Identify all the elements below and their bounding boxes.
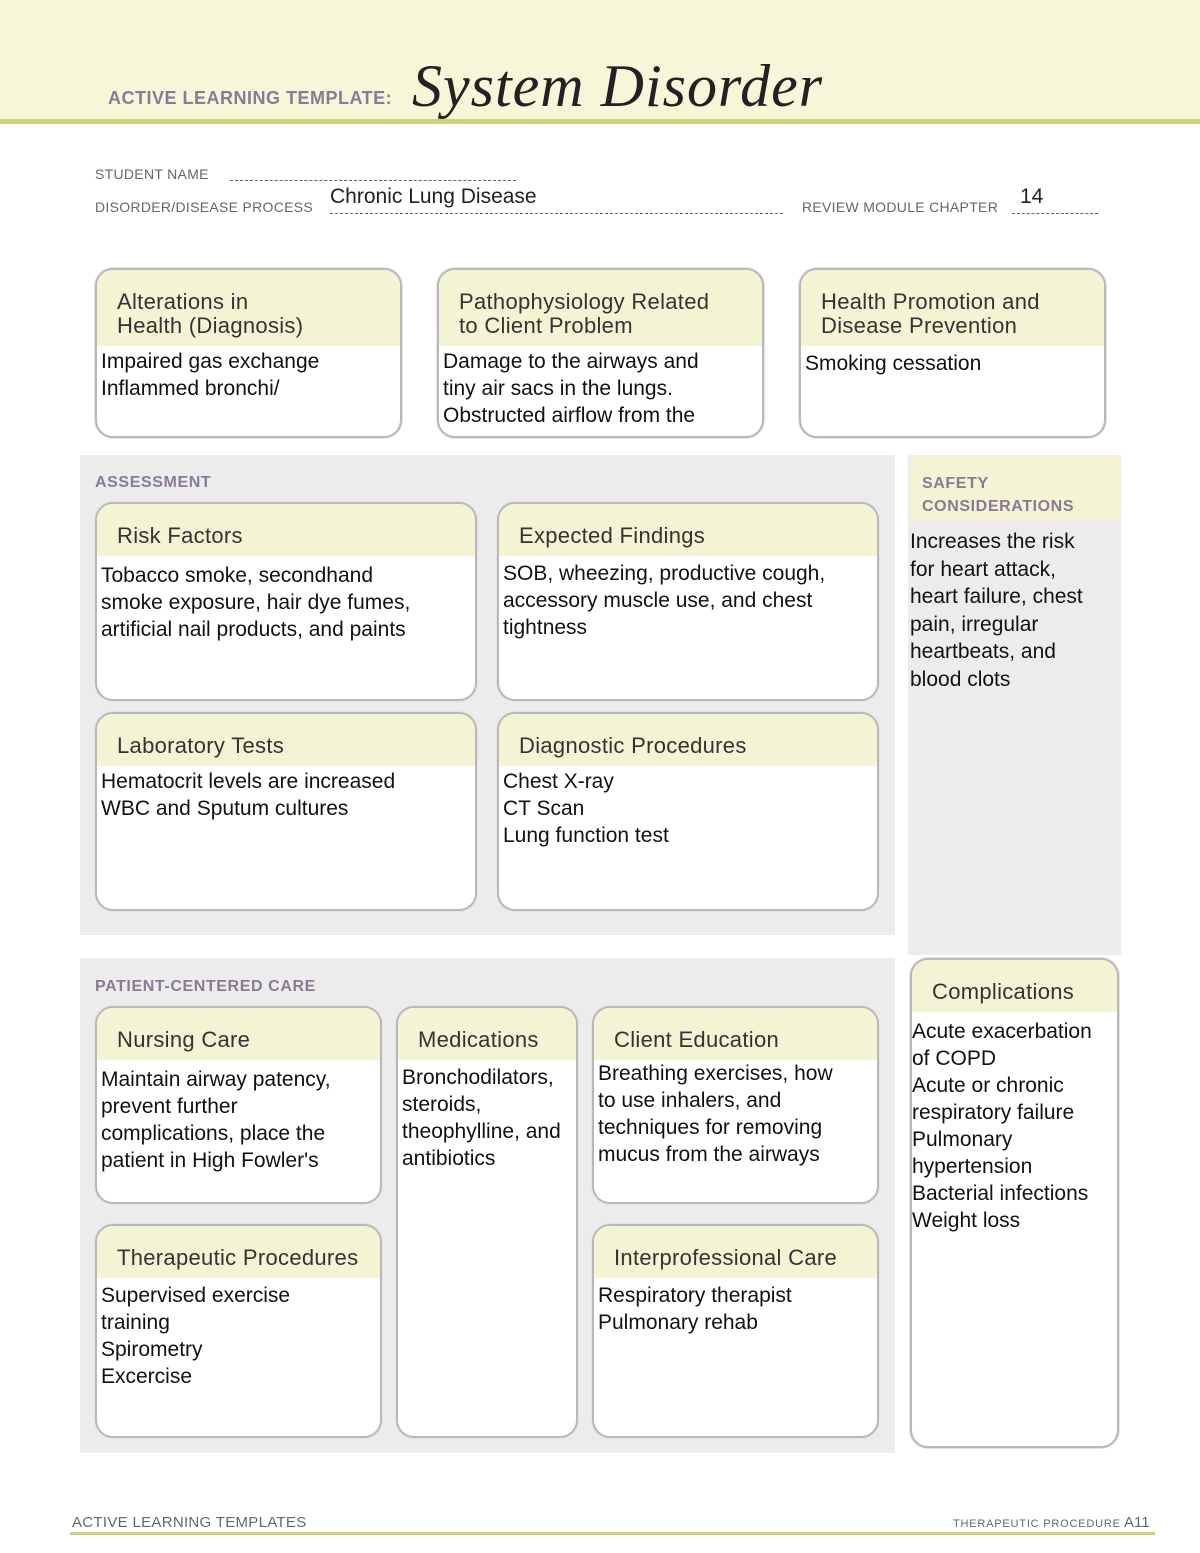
diagnostic-procedures-box [497, 712, 879, 911]
client-education-body[interactable]: Breathing exercises, how to use inhalers, and techniques for removing mucus from the airways [598, 1062, 833, 1166]
complications-body[interactable]: Acute exacerbation of COPD Acute or chronic respiratory failure Pulmonary hypertension Bacterial infections Weight loss [912, 1020, 1092, 1232]
nursing-care-title: Nursing Care [97, 1008, 380, 1060]
therapeutic-procedures-body[interactable]: Supervised exercise training Spirometry Excercise [101, 1284, 291, 1388]
disorder-label: DISORDER/DISEASE PROCESS [95, 199, 314, 215]
therapeutic-procedures-box [95, 1224, 382, 1438]
pathophysiology-title: Pathophysiology Related to Client Problem [439, 270, 762, 346]
diagnostic-procedures-body[interactable]: Chest X-ray CT Scan Lung function test [503, 770, 669, 847]
interprofessional-care-box [592, 1224, 879, 1438]
expected-findings-body[interactable]: SOB, wheezing, productive cough, accessory muscle use, and chest tightness [503, 562, 826, 639]
alterations-title: Alterations in Health (Diagnosis) [97, 270, 400, 346]
disorder-field[interactable]: Chronic Lung Disease [330, 185, 537, 208]
complications-box [910, 958, 1119, 1448]
medications-box [396, 1006, 578, 1438]
alterations-body[interactable]: Impaired gas exchange Inflammed bronchi/ [101, 350, 320, 400]
footer-left-label: ACTIVE LEARNING TEMPLATES [72, 1514, 307, 1531]
page-number: A11 [1124, 1514, 1150, 1531]
nursing-care-body[interactable]: Maintain airway patency, prevent further complications, place the patient in High Fowler's [101, 1068, 331, 1172]
student-name-label: STUDENT NAME [95, 166, 209, 182]
student-name-line [230, 180, 516, 181]
therapeutic-procedures-title: Therapeutic Procedures [97, 1226, 380, 1278]
expected-findings-box [497, 502, 879, 701]
health-promotion-title: Health Promotion and Disease Prevention [801, 270, 1104, 346]
complications-title: Complications [912, 960, 1117, 1012]
interprofessional-care-title: Interprofessional Care [594, 1226, 877, 1278]
safety-title: SAFETY CONSIDERATIONS [922, 475, 1075, 515]
nursing-care-box [95, 1006, 382, 1204]
patient-care-title: PATIENT-CENTERED CARE [95, 978, 316, 995]
client-education-box [592, 1006, 879, 1204]
template-title: System Disorder [412, 53, 824, 119]
health-promotion-box [799, 268, 1106, 438]
risk-factors-box [95, 502, 477, 701]
pathophysiology-body[interactable]: Damage to the airways and tiny air sacs in the lungs. Obstructed airflow from the [443, 350, 699, 427]
medications-body[interactable]: Bronchodilators, steroids, theophylline, and antibiotics [402, 1066, 561, 1170]
laboratory-tests-title: Laboratory Tests [97, 714, 475, 766]
medications-title: Medications [398, 1008, 576, 1060]
template-label: ACTIVE LEARNING TEMPLATE: [108, 88, 393, 108]
disorder-line [330, 213, 783, 214]
laboratory-tests-box [95, 712, 477, 911]
health-promotion-body[interactable]: Smoking cessation [805, 352, 982, 375]
pathophysiology-box [437, 268, 764, 438]
alterations-box [95, 268, 402, 438]
footer-right-label: THERAPEUTIC PROCEDURE [953, 1518, 1121, 1530]
chapter-label: REVIEW MODULE CHAPTER [802, 199, 999, 215]
client-education-title: Client Education [594, 1008, 877, 1060]
interprofessional-care-body[interactable]: Respiratory therapist Pulmonary rehab [598, 1284, 792, 1334]
chapter-line [1012, 213, 1098, 214]
assessment-title: ASSESSMENT [95, 474, 212, 491]
footer-rule [70, 1532, 1155, 1535]
risk-factors-body[interactable]: Tobacco smoke, secondhand smoke exposure, hair dye fumes, artificial nail products, and paints [101, 564, 411, 641]
chapter-field[interactable]: 14 [1020, 185, 1044, 208]
laboratory-tests-body[interactable]: Hematocrit levels are increased WBC and Sputum cultures [101, 770, 396, 820]
safety-body[interactable]: Increases the risk for heart attack, heart failure, chest pain, irregular heartbeats, and blood clots [910, 530, 1083, 691]
expected-findings-title: Expected Findings [499, 504, 877, 556]
diagnostic-procedures-title: Diagnostic Procedures [499, 714, 877, 766]
risk-factors-title: Risk Factors [97, 504, 475, 556]
